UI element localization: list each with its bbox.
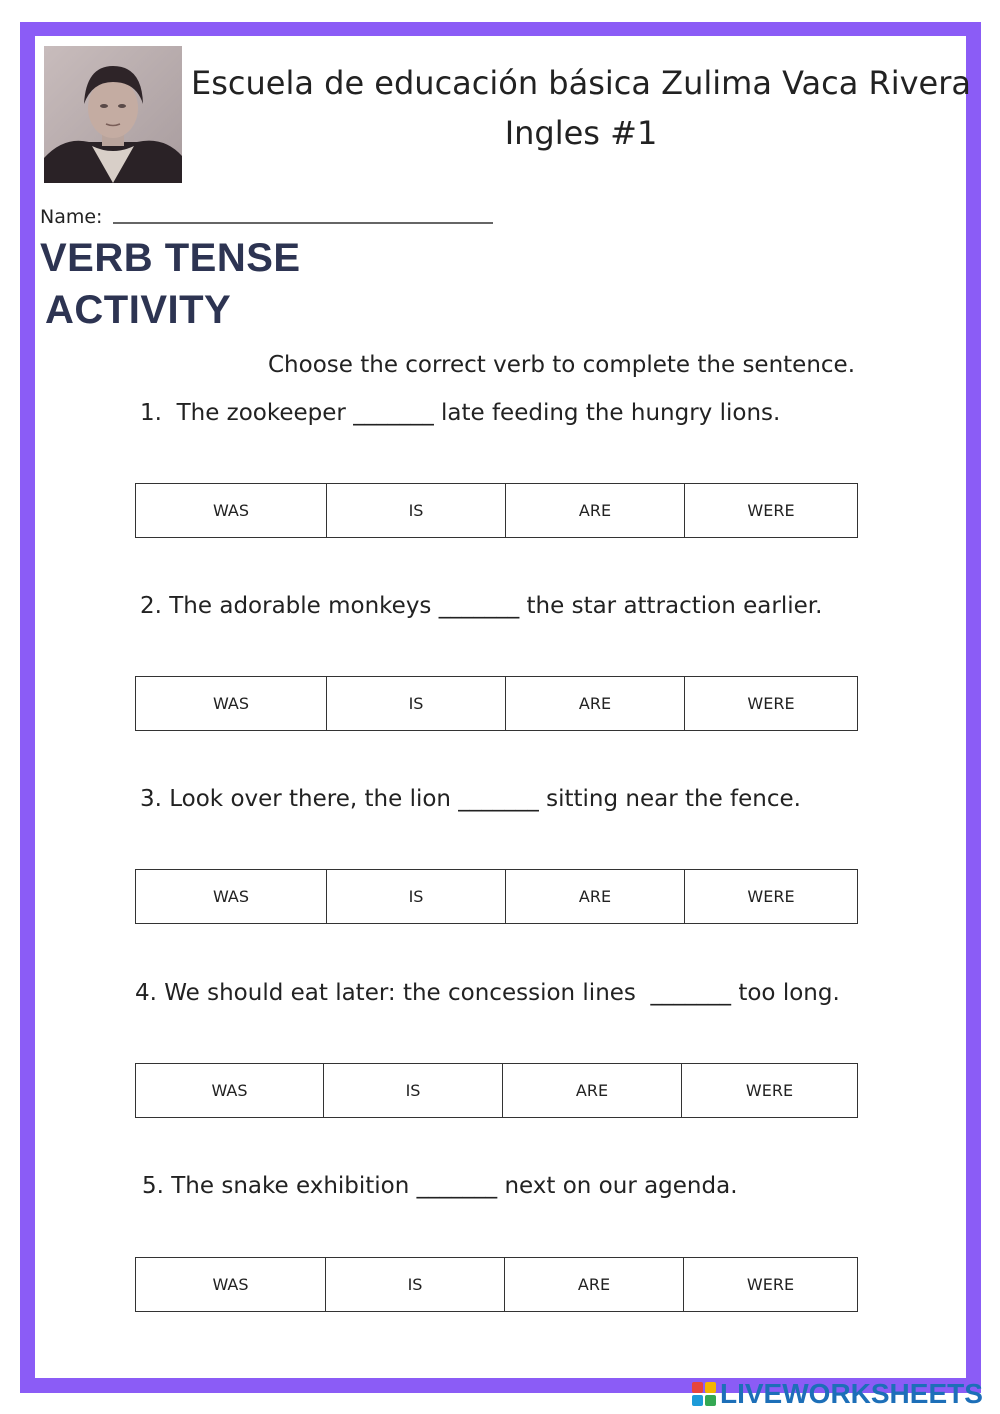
option-were[interactable]: WERE bbox=[684, 677, 857, 730]
option-were[interactable]: WERE bbox=[683, 1258, 857, 1311]
options-row-2 bbox=[135, 676, 858, 731]
option-are[interactable]: ARE bbox=[505, 484, 684, 537]
options-row-5 bbox=[135, 1257, 858, 1312]
option-is[interactable]: IS bbox=[326, 484, 505, 537]
option-are[interactable]: ARE bbox=[505, 677, 684, 730]
options-row-1 bbox=[135, 483, 858, 538]
option-was[interactable]: WAS bbox=[211, 1081, 248, 1100]
liveworksheets-logo[interactable] bbox=[692, 1378, 983, 1410]
school-header bbox=[186, 58, 976, 158]
option-are[interactable]: ARE bbox=[505, 870, 684, 923]
logo-text: LIVEWORKSHEETS bbox=[720, 1378, 983, 1409]
option-is[interactable]: IS bbox=[325, 1258, 504, 1311]
option-is[interactable]: IS bbox=[323, 1064, 502, 1117]
option-were[interactable]: WERE bbox=[681, 1064, 857, 1117]
option-were[interactable]: WERE bbox=[684, 484, 857, 537]
title-line-1: VERB TENSE bbox=[40, 236, 301, 280]
name-field[interactable] bbox=[113, 222, 493, 224]
portrait-photo bbox=[44, 46, 182, 183]
option-was[interactable]: WAS bbox=[212, 1275, 249, 1294]
option-was[interactable]: WAS bbox=[212, 694, 250, 713]
name-label: Name: bbox=[40, 206, 103, 228]
option-were[interactable]: WERE bbox=[684, 870, 857, 923]
subject-name: Ingles #1 bbox=[504, 114, 658, 152]
option-was[interactable]: WAS bbox=[212, 887, 250, 906]
option-is[interactable]: IS bbox=[326, 677, 505, 730]
question-2: 2. The adorable monkeys _______ the star attraction earlier. bbox=[140, 593, 823, 619]
school-name: Escuela de educación básica Zulima Vaca Rivera bbox=[191, 64, 971, 102]
instructions: Choose the correct verb to complete the sentence. bbox=[268, 352, 856, 378]
option-is[interactable]: IS bbox=[326, 870, 505, 923]
option-are[interactable]: ARE bbox=[502, 1064, 681, 1117]
option-was[interactable]: WAS bbox=[212, 501, 250, 520]
option-are[interactable]: ARE bbox=[504, 1258, 683, 1311]
title-line-2: ACTIVITY bbox=[45, 288, 232, 332]
question-1: 1. The zookeeper _______ late feeding the hungry lions. bbox=[140, 400, 781, 426]
question-3: 3. Look over there, the lion _______ sitting near the fence. bbox=[140, 786, 801, 812]
question-4: 4. We should eat later: the concession lines _______ too long. bbox=[135, 980, 840, 1006]
options-row-4 bbox=[135, 1063, 858, 1118]
options-row-3 bbox=[135, 869, 858, 924]
question-5: 5. The snake exhibition _______ next on our agenda. bbox=[142, 1173, 738, 1199]
liveworksheets-logo-icon bbox=[692, 1382, 716, 1406]
